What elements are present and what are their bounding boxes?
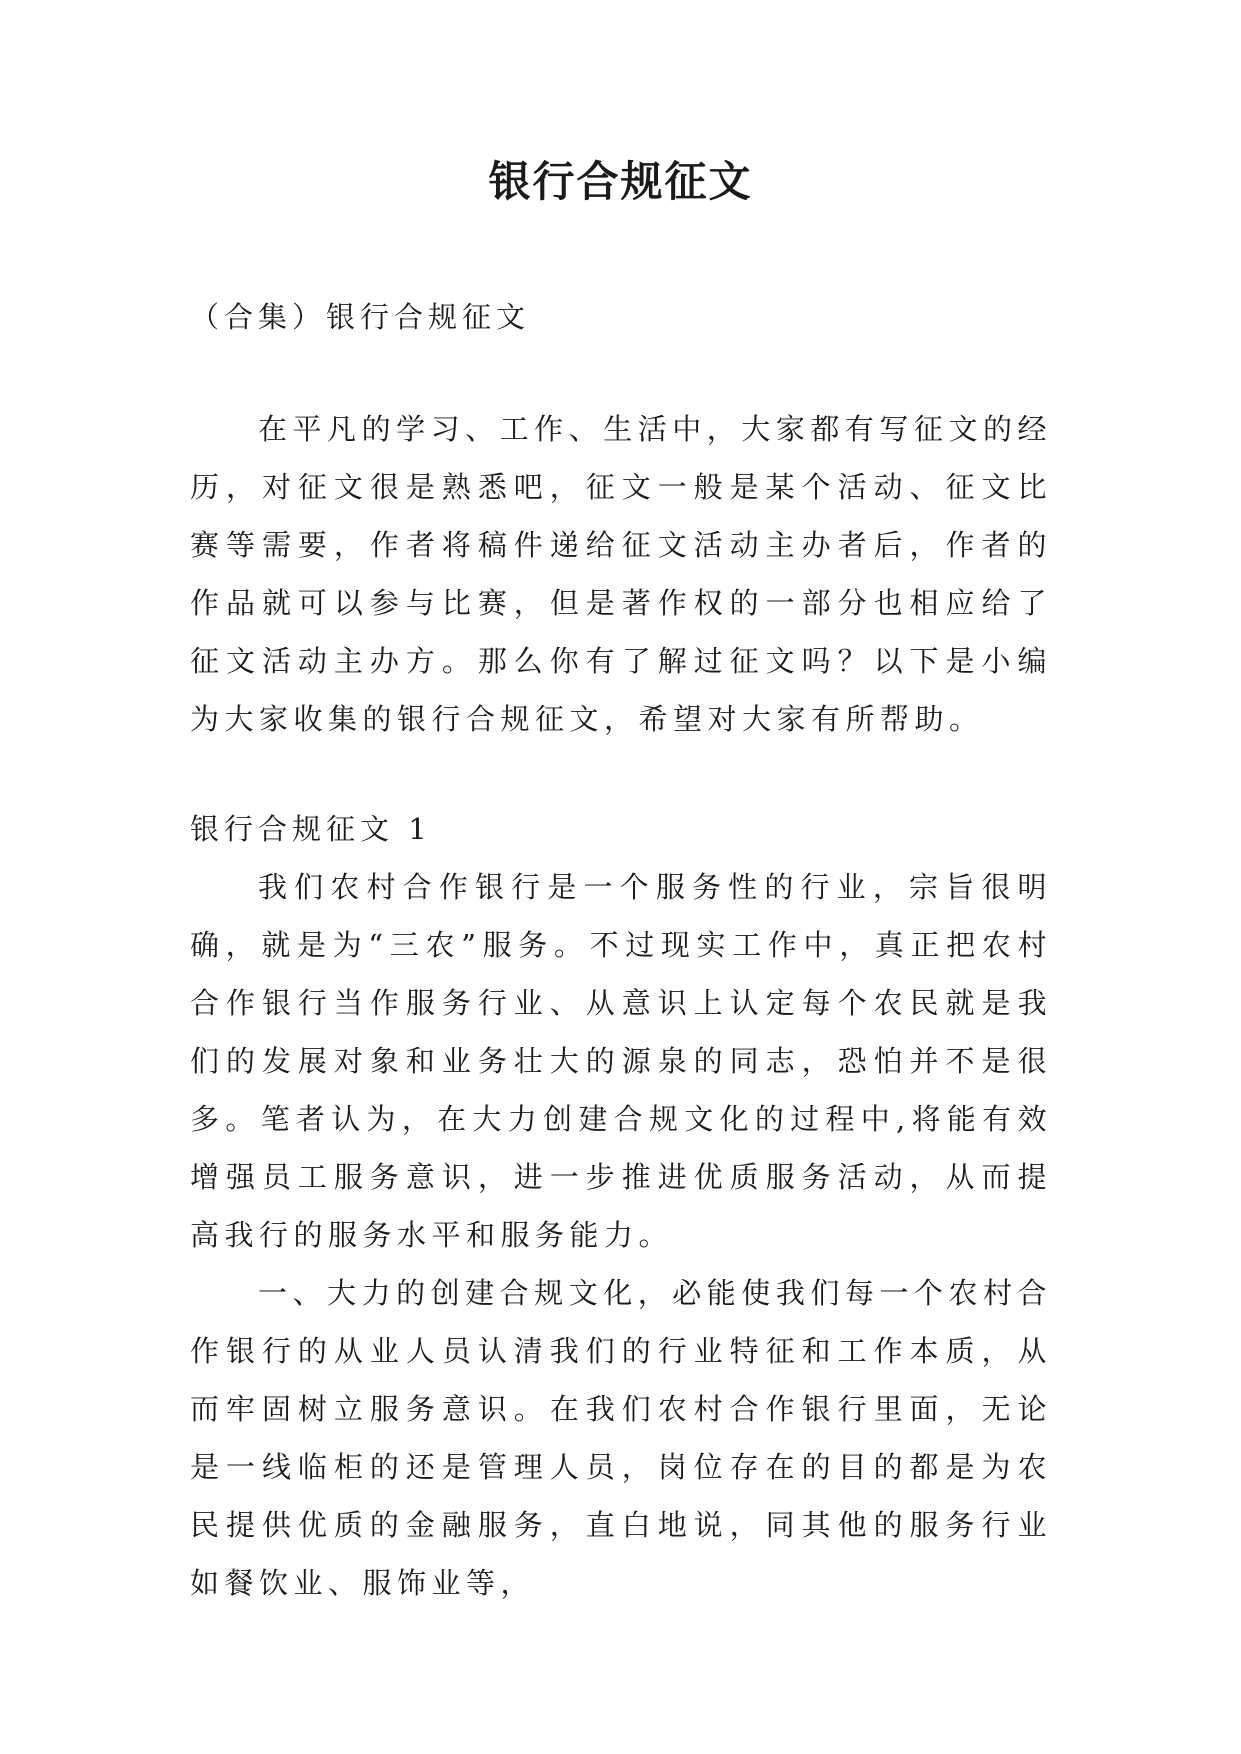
document-subtitle: （合集）银行合规征文 [190, 300, 531, 334]
body-paragraph: 我们农村合作银行是一个服务性的行业，宗旨很明确，就是为“三农”服务。不过现实工作中，真正把农村合作银行当作服务行业、从意识上认定每个农民就是我们的发展对象和业务壮大的源泉的同志，恐怕并不是很多。笔者认为，在大力创建合规文化的过程中,将能有效增强员工服务意识，进一步推进优质服务活动，从而提高我行的服务水平和服务能力。 [190, 870, 1052, 1252]
section-heading: 银行合规征文 1 [190, 812, 432, 846]
essay-section-1 [190, 800, 1052, 1612]
intro-section [190, 400, 1052, 748]
body-paragraph: 一、大力的创建合规文化，必能使我们每一个农村合作银行的从业人员认清我们的行业特征和工作本质，从而牢固树立服务意识。在我们农村合作银行里面，无论是一线临柜的还是管理人员，岗位存在的目的都是为农民提供优质的金融服务，直白地说，同其他的服务行业如餐饮业、服饰业等， [190, 1276, 1052, 1600]
intro-paragraph: 在平凡的学习、工作、生活中，大家都有写征文的经历，对征文很是熟悉吧，征文一般是某个活动、征文比赛等需要，作者将稿件递给征文活动主办者后，作者的作品就可以参与比赛，但是著作权的一部分也相应给了征文活动主办方。那么你有了解过征文吗？以下是小编为大家收集的银行合规征文，希望对大家有所帮助。 [190, 412, 1052, 736]
document-title: 银行合规征文 [488, 157, 753, 206]
